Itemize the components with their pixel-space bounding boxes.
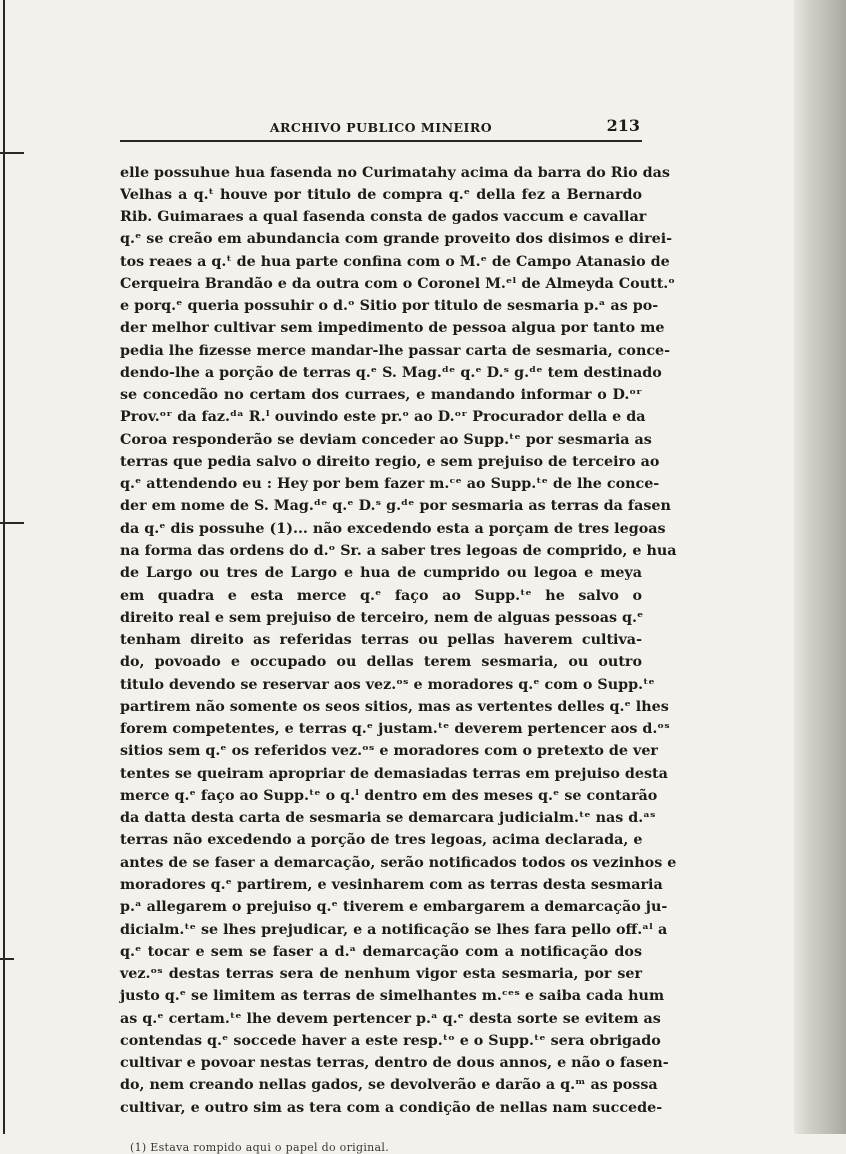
text-line: tentes se queiram apropriar de demasiadas terras em prejuiso desta [120, 765, 668, 782]
text-line: sitios sem q.ᵉ os referidos vez.ᵒˢ e moradores com o pretexto de ver [120, 743, 658, 760]
text-line: e porq.ᵉ queria possuhir o d.ᵒ Sitio por titulo de sesmaria p.ᵃ as po- [120, 298, 659, 315]
text-line: p.ᵃ allegarem o prejuiso q.ᵉ tiverem e embargarem a demarcação ju- [120, 899, 668, 916]
text-line: moradores q.ᵉ partirem, e vesinharem com as terras desta sesmaria [120, 877, 663, 893]
text-line: justo q.ᵉ se limitem as terras de simelhantes m.ᶜᵉˢ e saiba cada hum [120, 988, 665, 1005]
text-line: partirem não somente os seos sitios, mas as vertentes delles q.ᵉ lhes [120, 698, 669, 715]
text-line: cultivar, e outro sim as tera com a condição de nellas nam succede- [120, 1099, 663, 1116]
text-line: terras que pedia salvo o direito regio, e sem prejuiso de terceiro ao [120, 453, 660, 470]
text-line: na forma das ordens do d.ᵒ Sr. a saber tres legoas de comprido, e hua [120, 543, 677, 560]
text-line: pedia lhe fizesse merce mandar-lhe passar carta de sesmaria, conce- [120, 342, 671, 359]
page-header [120, 116, 642, 138]
text-line: do, nem creando nellas gados, se devolverão e darão a q.ᵐ as possa [120, 1077, 658, 1094]
binding-mark [0, 958, 14, 960]
text-line: do, povoado e occupado ou dellas terem sesmaria, ou outro [120, 654, 642, 671]
text-line: forem competentes, e terras q.ᵉ justam.ᵗᵉ deverem pertencer aos d.ᵒˢ [120, 721, 670, 738]
text-line: Rib. Guimaraes a qual fasenda consta de gados vaccum e cavallar [120, 209, 647, 226]
text-line: Velhas a q.ᵗ houve por titulo de compra q.ᵉ della fez a Bernardo [120, 186, 642, 203]
text-line: der melhor cultivar sem impedimento de pessoa algua por tanto me [120, 320, 665, 337]
header-rule [120, 140, 642, 142]
text-line: Prov.ᵒʳ da faz.ᵈᵃ R.ˡ ouvindo este pr.ᵒ ao D.ᵒʳ Procurador della e da [120, 409, 646, 426]
text-line: em quadra e esta merce q.ᵉ faço ao Supp.ᵗᵉ he salvo o [120, 587, 642, 604]
text-line: Coroa responderão se deviam conceder ao Supp.ᵗᵉ por sesmaria as [120, 431, 652, 448]
text-line: cultivar e povoar nestas terras, dentro de dous annos, e não o fasen- [120, 1055, 669, 1072]
binding-edge-rule [3, 0, 5, 1134]
text-line: tenham direito as referidas terras ou pellas haverem cultiva- [120, 632, 642, 649]
text-line: tos reaes a q.ᵗ de hua parte confina com o M.ᵉ de Campo Atanasio de [120, 253, 670, 270]
text-line: direito real e sem prejuiso de terceiro, nem de alguas pessoas q.ᵉ [120, 609, 644, 626]
text-line: da datta desta carta de sesmaria se demarcara judicialm.ᵗᵉ nas d.ᵃˢ [120, 810, 656, 827]
text-line: dendo-lhe a porção de terras q.ᵉ S. Mag.ᵈᵉ q.ᵉ D.ˢ g.ᵈᵉ tem destinado [120, 364, 662, 381]
text-line: de Largo ou tres de Largo e hua de cumprido ou legoa e meya [120, 565, 642, 582]
text-line: elle possuhue hua fasenda no Curimatahy acima da barra do Rio das [120, 164, 670, 181]
body-text [120, 162, 677, 1119]
text-line: q.ᵉ se creão em abundancia com grande proveito dos disimos e direi- [120, 231, 673, 248]
text-line: Cerqueira Brandão e da outra com o Coronel M.ᵉˡ de Almeyda Coutt.ᵒ [120, 275, 675, 292]
book-page [120, 116, 677, 1154]
text-line: vez.ᵒˢ destas terras sera de nenhum vigor esta sesmaria, por ser [120, 966, 642, 983]
text-line: q.ᵉ tocar e sem se faser a d.ᵃ demarcação com a notificação dos [120, 943, 642, 960]
page-number: 213 [606, 116, 640, 135]
text-line: da q.ᵉ dis possuhe (1)... não excedendo esta a porçam de tres legoas [120, 520, 666, 537]
text-line: dicialm.ᵗᵉ se lhes prejudicar, e a notificação se lhes fara pello off.ᵃˡ a [120, 921, 668, 938]
footnote: (1) Estava rompido aqui o papel do original. [130, 1140, 389, 1154]
text-line: se concedão no certam dos curraes, e mandando informar o D.ᵒʳ [120, 387, 642, 404]
text-line: as q.ᵉ certam.ᵗᵉ lhe devem pertencer p.ᵃ q.ᵉ desta sorte se evitem as [120, 1010, 661, 1027]
text-line: der em nome de S. Mag.ᵈᵉ q.ᵉ D.ˢ g.ᵈᵉ por sesmaria as terras da fasen [120, 498, 671, 515]
page-edge-shadow [794, 0, 846, 1134]
binding-mark [0, 522, 24, 524]
running-head: ARCHIVO PUBLICO MINEIRO [269, 120, 493, 135]
binding-mark [0, 152, 24, 154]
text-line: terras não excedendo a porção de tres legoas, acima declarada, e [120, 832, 643, 849]
text-line: titulo devendo se reservar aos vez.ᵒˢ e moradores q.ᵉ com o Supp.ᵗᵉ [120, 676, 655, 693]
text-line: contendas q.ᵉ soccede haver a este resp.ᵗᵒ e o Supp.ᵗᵉ sera obrigado [120, 1032, 661, 1049]
text-line: merce q.ᵉ faço ao Supp.ᵗᵉ o q.ˡ dentro em des meses q.ᵉ se contarão [120, 787, 658, 804]
text-line: antes de se faser a demarcação, serão notificados todos os vezinhos e [120, 854, 677, 871]
text-line: q.ᵉ attendendo eu : Hey por bem fazer m.ᶜᵉ ao Supp.ᵗᵉ de lhe conce- [120, 476, 660, 493]
